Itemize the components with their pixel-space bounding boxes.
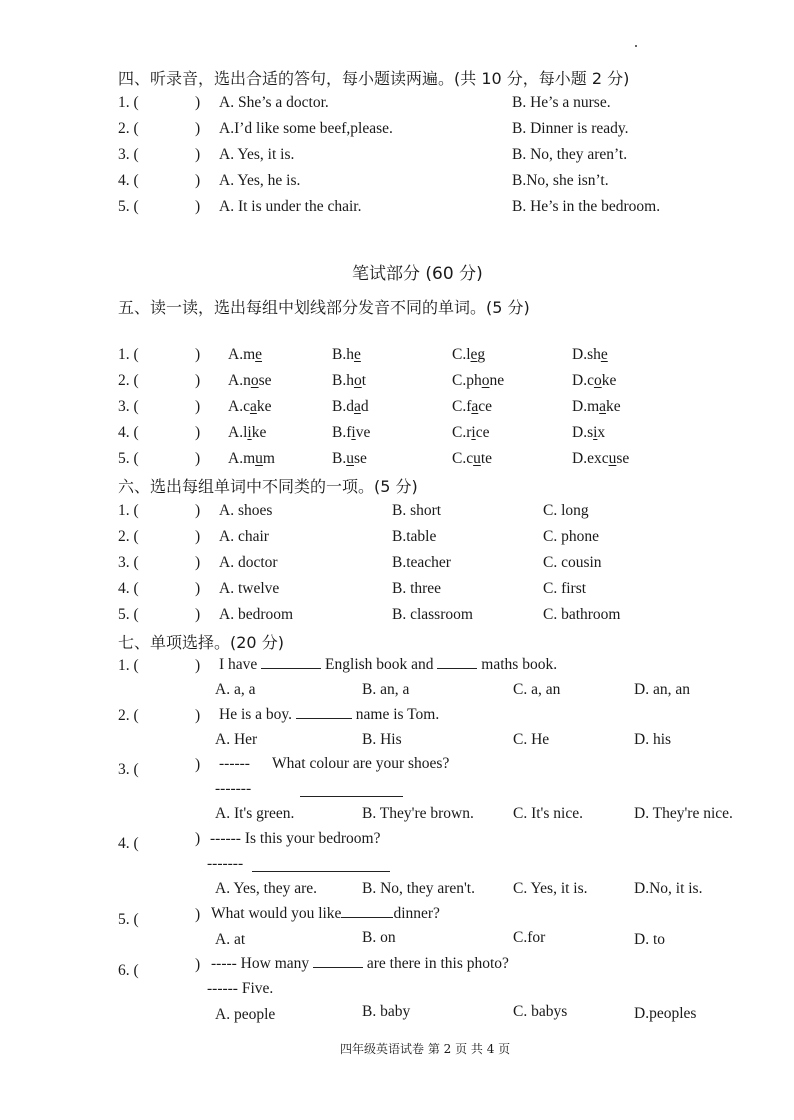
q7-1-stem — [219, 656, 557, 674]
q5-1-option-c — [452, 346, 485, 364]
q4-3-option-a: A. Yes, it is. — [219, 146, 295, 163]
q6-2-number: 2. ( — [118, 528, 139, 545]
underlined-letter: u — [473, 450, 481, 467]
q6-1-option-a: A. shoes — [219, 502, 273, 519]
option-prefix: B.h — [332, 346, 354, 363]
q6-5-option-c: C. bathroom — [543, 606, 621, 623]
q5-3-option-d — [572, 398, 621, 416]
q6-4-option-c: C. first — [543, 580, 587, 597]
q7-4-number: 4. ( — [118, 835, 139, 852]
q5-1-option-d — [572, 346, 608, 364]
option-prefix: C.r — [452, 424, 472, 441]
q7-1-option-b: B. an, a — [362, 681, 410, 698]
q7-6-number: 6. ( — [118, 962, 139, 979]
option-prefix: C.l — [452, 346, 471, 363]
q4-3-number: 3. ( — [118, 146, 139, 163]
q7-5-option-a: A. at — [215, 931, 246, 948]
q7-6-option-d: D.peoples — [634, 1005, 697, 1022]
q7-6-close: ) — [195, 956, 201, 973]
q5-5-option-c — [452, 450, 492, 468]
q7-5-stem-part1: What would you like — [211, 905, 342, 922]
q6-1-option-c: C. long — [543, 502, 589, 519]
q7-3-option-d: D. They're nice. — [634, 805, 733, 822]
option-prefix: D.m — [572, 398, 600, 415]
q6-4-number: 4. ( — [118, 580, 139, 597]
q6-2-option-b: B.table — [392, 528, 437, 545]
q7-3-close: ) — [195, 756, 201, 773]
q7-1-option-d: D. an, an — [634, 681, 690, 698]
q7-2-option-a: A. Her — [215, 731, 258, 748]
section-6-title: 六、选出每组单词中不同类的一项。(5 分) — [118, 477, 418, 496]
option-suffix: g — [477, 346, 486, 363]
q5-5-option-d — [572, 450, 629, 468]
underlined-letter: a — [353, 398, 361, 415]
q4-1-option-b: B. He’s a nurse. — [512, 94, 611, 111]
q7-2-stem-part2: name is Tom. — [355, 706, 440, 723]
option-prefix: D.exc — [572, 450, 609, 467]
option-suffix: se — [258, 372, 272, 389]
q7-5-stem — [211, 905, 440, 923]
q7-2-close: ) — [195, 707, 201, 724]
option-prefix: A.m — [228, 346, 256, 363]
q4-1-answer-paren[interactable]: ) — [195, 94, 201, 111]
q7-4-option-b: B. No, they aren't. — [362, 880, 475, 897]
q5-2-option-a — [228, 372, 272, 390]
q7-5-number: 5. ( — [118, 911, 139, 928]
q5-3-option-c — [452, 398, 492, 416]
underlined-letter: e — [470, 346, 478, 363]
q7-4-answer-line[interactable] — [252, 871, 390, 872]
q7-6-answer: ------ Five. — [207, 980, 274, 997]
option-prefix: A.c — [228, 398, 250, 415]
section-4-title: 四、听录音，选出合适的答句，每小题读两遍。(共 10 分，每小题 2 分) — [118, 69, 630, 88]
option-suffix: d — [360, 398, 369, 415]
option-suffix: ke — [251, 424, 267, 441]
option-prefix: A.n — [228, 372, 251, 389]
option-prefix: C.ph — [452, 372, 482, 389]
q6-4-option-b: B. three — [392, 580, 442, 597]
q5-5-option-a — [228, 450, 275, 468]
q7-5-blank[interactable] — [341, 905, 393, 918]
q7-6-stem — [211, 955, 509, 973]
page-footer: 四年级英语试卷 第 2 页 共 4 页 — [340, 1042, 511, 1056]
q7-3-option-a: A. It's green. — [215, 805, 295, 822]
underlined-letter: e — [600, 346, 608, 363]
q4-4-option-a: A. Yes, he is. — [219, 172, 301, 189]
section-7-title: 七、单项选择。(20 分) — [118, 633, 284, 652]
q4-2-option-b: B. Dinner is ready. — [512, 120, 629, 137]
option-prefix: D.c — [572, 372, 594, 389]
q4-3-answer-paren[interactable]: ) — [195, 146, 201, 163]
q6-1-answer-paren[interactable]: ) — [195, 502, 201, 519]
q4-1-number: 1. ( — [118, 94, 139, 111]
q7-3-option-c: C. It's nice. — [513, 805, 583, 822]
q7-4-option-c: C. Yes, it is. — [513, 880, 588, 897]
q5-5-answer-paren[interactable]: ) — [195, 450, 201, 467]
q7-3-stem: What colour are your shoes? — [272, 755, 450, 772]
q7-6-stem-part2: are there in this photo? — [366, 955, 509, 972]
q6-4-option-a: A. twelve — [219, 580, 280, 597]
q5-4-answer-paren[interactable]: ) — [195, 424, 201, 441]
option-prefix: A.l — [228, 424, 248, 441]
q7-6-stem-part1: ----- How many — [211, 955, 310, 972]
underlined-letter: u — [346, 450, 354, 467]
q6-2-option-a: A. chair — [219, 528, 269, 545]
q5-1-option-a — [228, 346, 262, 364]
option-prefix: C.c — [452, 450, 474, 467]
q7-1-blank-1[interactable] — [261, 656, 321, 669]
underlined-letter: e — [353, 346, 361, 363]
q4-5-number: 5. ( — [118, 198, 139, 215]
q7-4-answer-dash: ------- — [207, 855, 244, 872]
q5-4-option-b — [332, 424, 370, 442]
option-suffix: t — [361, 372, 367, 389]
q7-1-close: ) — [195, 657, 201, 674]
q6-3-number: 3. ( — [118, 554, 139, 571]
written-part-title: 笔试部分 (60 分) — [352, 264, 483, 284]
option-prefix: B. — [332, 450, 347, 467]
q5-2-number: 2. ( — [118, 372, 139, 389]
q7-4-stem: ------ Is this your bedroom? — [210, 830, 381, 847]
q5-5-option-b — [332, 450, 367, 468]
q4-5-option-b: B. He’s in the bedroom. — [512, 198, 661, 215]
underlined-letter: i — [247, 424, 252, 441]
underlined-letter: a — [471, 398, 479, 415]
q7-2-option-d: D. his — [634, 731, 672, 748]
q6-4-answer-paren[interactable]: ) — [195, 580, 201, 597]
option-suffix: se — [353, 450, 367, 467]
q6-3-option-b: B.teacher — [392, 554, 451, 571]
q7-2-option-c: C. He — [513, 731, 550, 748]
q7-1-stem-part2: English book and — [325, 656, 434, 673]
option-suffix: ke — [256, 398, 272, 415]
q7-1-option-a: A. a, a — [215, 681, 256, 698]
underlined-letter: i — [351, 424, 356, 441]
q7-2-blank[interactable] — [296, 706, 352, 719]
q5-4-option-c — [452, 424, 489, 442]
q7-6-option-b: B. baby — [362, 1003, 411, 1020]
underlined-letter: i — [471, 424, 476, 441]
underlined-letter: a — [599, 398, 607, 415]
q7-1-number: 1. ( — [118, 657, 139, 674]
q4-4-number: 4. ( — [118, 172, 139, 189]
q5-4-option-d — [572, 424, 605, 442]
option-prefix: D.s — [572, 424, 594, 441]
q6-1-number: 1. ( — [118, 502, 139, 519]
q5-2-option-c — [452, 372, 504, 390]
q5-3-option-b — [332, 398, 369, 416]
option-prefix: C.f — [452, 398, 472, 415]
q5-1-option-b — [332, 346, 361, 364]
q6-5-answer-paren[interactable]: ) — [195, 606, 201, 623]
q6-5-option-a: A. bedroom — [219, 606, 294, 623]
q6-3-answer-paren[interactable]: ) — [195, 554, 201, 571]
q7-3-answer-line[interactable] — [300, 796, 403, 797]
option-suffix: ce — [475, 424, 490, 441]
q6-3-option-a: A. doctor — [219, 554, 278, 571]
q5-2-option-b — [332, 372, 366, 390]
q4-2-option-a: A.I’d like some beef,please. — [219, 120, 393, 137]
option-suffix: ne — [489, 372, 505, 389]
q5-1-answer-paren[interactable]: ) — [195, 346, 201, 363]
option-suffix: se — [616, 450, 630, 467]
option-prefix: D.sh — [572, 346, 601, 363]
underlined-letter: u — [608, 450, 617, 467]
q7-3-number: 3. ( — [118, 761, 139, 778]
q4-1-option-a: A. She’s a doctor. — [219, 94, 329, 111]
q5-2-option-d — [572, 372, 616, 390]
option-suffix: te — [480, 450, 493, 467]
option-prefix: B.h — [332, 372, 354, 389]
q4-5-answer-paren[interactable]: ) — [195, 198, 201, 215]
section-5-title: 五、读一读，选出每组中划线部分发音不同的单词。(5 分) — [118, 298, 530, 317]
underlined-letter: o — [593, 372, 602, 389]
q5-5-number: 5. ( — [118, 450, 139, 467]
q7-1-stem-part3: maths book. — [481, 656, 558, 673]
q7-5-option-d: D. to — [634, 931, 665, 948]
underlined-letter: u — [255, 450, 263, 467]
q7-2-stem-part1: He is a boy. — [219, 706, 293, 723]
q7-5-option-c: C.for — [513, 929, 546, 946]
q7-2-stem — [219, 706, 439, 724]
q7-4-option-d: D.No, it is. — [634, 880, 703, 897]
option-prefix: A.m — [228, 450, 256, 467]
underlined-letter: e — [255, 346, 263, 363]
underlined-letter: o — [481, 372, 490, 389]
q6-2-answer-paren[interactable]: ) — [195, 528, 201, 545]
q7-2-option-b: B. His — [362, 731, 402, 748]
q6-2-option-c: C. phone — [543, 528, 599, 545]
q6-5-option-b: B. classroom — [392, 606, 473, 623]
q6-3-option-c: C. cousin — [543, 554, 602, 571]
q7-6-option-a: A. people — [215, 1006, 276, 1023]
q7-3-option-b: B. They're brown. — [362, 805, 474, 822]
q4-3-option-b: B. No, they aren’t. — [512, 146, 628, 163]
q7-1-stem-part1: I have — [219, 656, 258, 673]
q7-4-option-a: A. Yes, they are. — [215, 880, 318, 897]
option-suffix: m — [262, 450, 275, 467]
q4-4-option-b: B.No, she isn’t. — [512, 172, 609, 189]
q7-5-stem-part2: dinner? — [393, 905, 440, 922]
q7-1-option-c: C. a, an — [513, 681, 561, 698]
q5-1-number: 1. ( — [118, 346, 139, 363]
underlined-letter: o — [250, 372, 259, 389]
option-suffix: ce — [478, 398, 493, 415]
q4-5-option-a: A. It is under the chair. — [219, 198, 362, 215]
q4-2-number: 2. ( — [118, 120, 139, 137]
q5-3-number: 3. ( — [118, 398, 139, 415]
q7-1-blank-2[interactable] — [437, 656, 477, 669]
q7-6-blank[interactable] — [313, 955, 363, 968]
q7-5-option-b: B. on — [362, 929, 396, 946]
q5-3-option-a — [228, 398, 271, 416]
q5-2-answer-paren[interactable]: ) — [195, 372, 201, 389]
option-prefix: B.f — [332, 424, 352, 441]
q6-5-number: 5. ( — [118, 606, 139, 623]
option-suffix: x — [597, 424, 606, 441]
underlined-letter: a — [249, 398, 257, 415]
q7-2-number: 2. ( — [118, 707, 139, 724]
option-suffix: ve — [355, 424, 371, 441]
option-prefix: B.d — [332, 398, 354, 415]
q6-1-option-b: B. short — [392, 502, 442, 519]
q7-3-answer-dash: ------- — [215, 780, 252, 797]
q7-4-close: ) — [195, 830, 201, 847]
q7-3-dash: ------ — [219, 755, 250, 772]
scan-speck — [635, 45, 637, 47]
underlined-letter: o — [353, 372, 362, 389]
q4-2-answer-paren[interactable]: ) — [195, 120, 201, 137]
q5-4-option-a — [228, 424, 266, 442]
q7-5-close: ) — [195, 906, 201, 923]
q4-4-answer-paren[interactable]: ) — [195, 172, 201, 189]
q5-3-answer-paren[interactable]: ) — [195, 398, 201, 415]
option-suffix: ke — [601, 372, 617, 389]
underlined-letter: i — [593, 424, 598, 441]
q5-4-number: 4. ( — [118, 424, 139, 441]
option-suffix: ke — [606, 398, 621, 415]
q7-6-option-c: C. babys — [513, 1003, 568, 1020]
